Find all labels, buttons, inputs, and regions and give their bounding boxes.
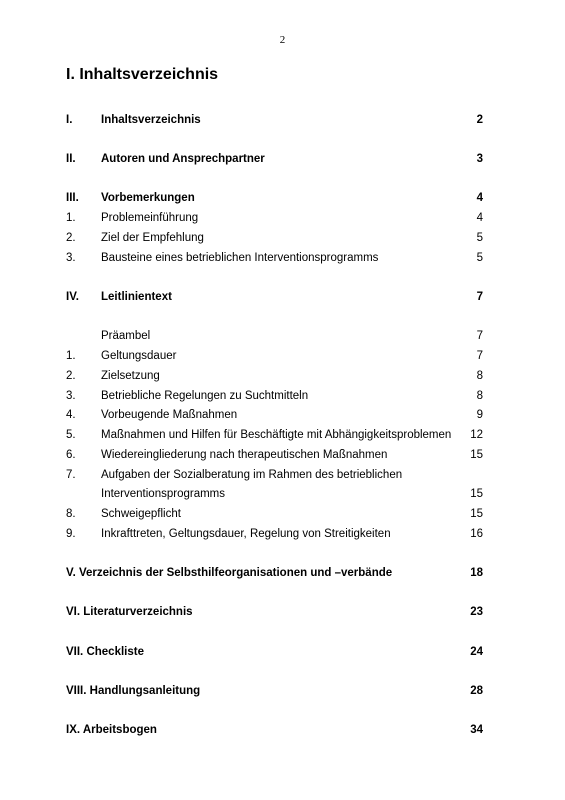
- toc-entry: [0, 446, 565, 464]
- toc-entry-label: Maßnahmen und Hilfen für Beschäftigte mit Abhängigkeitsproblemen: [101, 429, 452, 441]
- toc-entry-label: Geltungsdauer: [101, 350, 177, 362]
- toc-entry-label: VI. Literaturverzeichnis: [66, 606, 193, 618]
- toc-entry-label: Aufgaben der Sozialberatung im Rahmen des betrieblichen: [101, 469, 403, 481]
- toc-entry-number: I.: [66, 114, 73, 126]
- toc-entry-page: 28: [470, 685, 483, 697]
- toc-entry-page: 18: [470, 567, 483, 579]
- toc-entry-page: 12: [470, 429, 483, 441]
- toc-entry-page: 24: [470, 646, 483, 658]
- toc-entry: [0, 682, 565, 700]
- toc-entry: [0, 721, 565, 739]
- toc-entry-page: 7: [476, 350, 483, 362]
- toc-entry-number: 6.: [66, 449, 76, 461]
- toc-entry-number: 1.: [66, 212, 76, 224]
- toc-entry: [0, 525, 565, 543]
- toc-entry-number: 2.: [66, 370, 76, 382]
- toc-entry-page: 4: [476, 212, 483, 224]
- toc-entry: [0, 367, 565, 385]
- toc-entry-label: Bausteine eines betrieblichen Interventionsprogramms: [101, 252, 379, 264]
- toc-entry-page: 15: [470, 508, 483, 520]
- toc-entry-label: Ziel der Empfehlung: [101, 232, 204, 244]
- toc-entry-label: V. Verzeichnis der Selbsthilfeorganisationen und –verbände: [66, 567, 393, 579]
- toc-entry-label: Leitlinientext: [101, 291, 172, 303]
- toc-entry: [0, 505, 565, 523]
- toc-entry-label: IX. Arbeitsbogen: [66, 724, 157, 736]
- toc-entry: [0, 347, 565, 365]
- toc-entry-page: 5: [476, 252, 483, 264]
- toc-entry-label: Betriebliche Regelungen zu Suchtmitteln: [101, 390, 309, 402]
- toc-entry-label: Schweigepflicht: [101, 508, 181, 520]
- toc-entry-number: IV.: [66, 291, 80, 303]
- toc-entry: [0, 406, 565, 424]
- toc-entry-number: 9.: [66, 528, 76, 540]
- toc-entry-page: 5: [476, 232, 483, 244]
- toc-entry-page: 8: [476, 370, 483, 382]
- toc-entry: [0, 643, 565, 661]
- toc-entry-number: 1.: [66, 350, 76, 362]
- toc-entry-label: Interventionsprogramms: [101, 488, 225, 500]
- toc-entry: [0, 426, 565, 444]
- page-title: I. Inhaltsverzeichnis: [66, 66, 219, 83]
- toc-entry-label: Wiedereingliederung nach therapeutischen Maßnahmen: [101, 449, 388, 461]
- toc-entry-page: 15: [470, 488, 483, 500]
- toc-entry-page: 2: [476, 114, 483, 126]
- toc-entry-label: Zielsetzung: [101, 370, 160, 382]
- toc-entry-page: 34: [470, 724, 483, 736]
- page-number: 2: [279, 34, 286, 46]
- toc-entry-page: 7: [476, 291, 483, 303]
- toc-entry-number: II.: [66, 153, 76, 165]
- toc-entry-label: Inkrafttreten, Geltungsdauer, Regelung von Streitigkeiten: [101, 528, 391, 540]
- toc-entry: [0, 189, 565, 207]
- toc-entry-page: 3: [476, 153, 483, 165]
- toc-entry-page: 9: [476, 409, 483, 421]
- toc-entry-label: Problemeinführung: [101, 212, 199, 224]
- toc-entry-label: Präambel: [101, 330, 151, 342]
- toc-entry-page: 8: [476, 390, 483, 402]
- toc-entry-label: Autoren und Ansprechpartner: [101, 153, 265, 165]
- toc-entry: [0, 564, 565, 582]
- toc-entry-label: VIII. Handlungsanleitung: [66, 685, 201, 697]
- toc-entry: [0, 111, 565, 129]
- toc-entry-number: 5.: [66, 429, 76, 441]
- toc-entry: [0, 209, 565, 227]
- toc-entry: [0, 249, 565, 267]
- toc-entry-number: 8.: [66, 508, 76, 520]
- toc-entry-number: 3.: [66, 252, 76, 264]
- toc-entry-number: 4.: [66, 409, 76, 421]
- toc-entry-label: Vorbeugende Maßnahmen: [101, 409, 238, 421]
- toc-entry: [0, 485, 565, 503]
- toc-entry: [0, 150, 565, 168]
- toc-entry-number: 3.: [66, 390, 76, 402]
- toc-entry-number: III.: [66, 192, 79, 204]
- toc-entry-label: Vorbemerkungen: [101, 192, 195, 204]
- toc-entry: [0, 387, 565, 405]
- toc-entry-page: 15: [470, 449, 483, 461]
- toc-entry: [0, 288, 565, 306]
- toc-entry: [0, 327, 565, 345]
- toc-entry-page: 4: [476, 192, 483, 204]
- toc-entry-label: Inhaltsverzeichnis: [101, 114, 201, 126]
- toc-entry: [0, 466, 565, 484]
- toc-entry-page: 7: [476, 330, 483, 342]
- toc-entry-page: 23: [470, 606, 483, 618]
- toc-entry: [0, 603, 565, 621]
- toc-entry-number: 2.: [66, 232, 76, 244]
- toc-entry-number: 7.: [66, 469, 76, 481]
- toc-entry: [0, 229, 565, 247]
- toc-entry-label: VII. Checkliste: [66, 646, 144, 658]
- toc-entry-page: 16: [470, 528, 483, 540]
